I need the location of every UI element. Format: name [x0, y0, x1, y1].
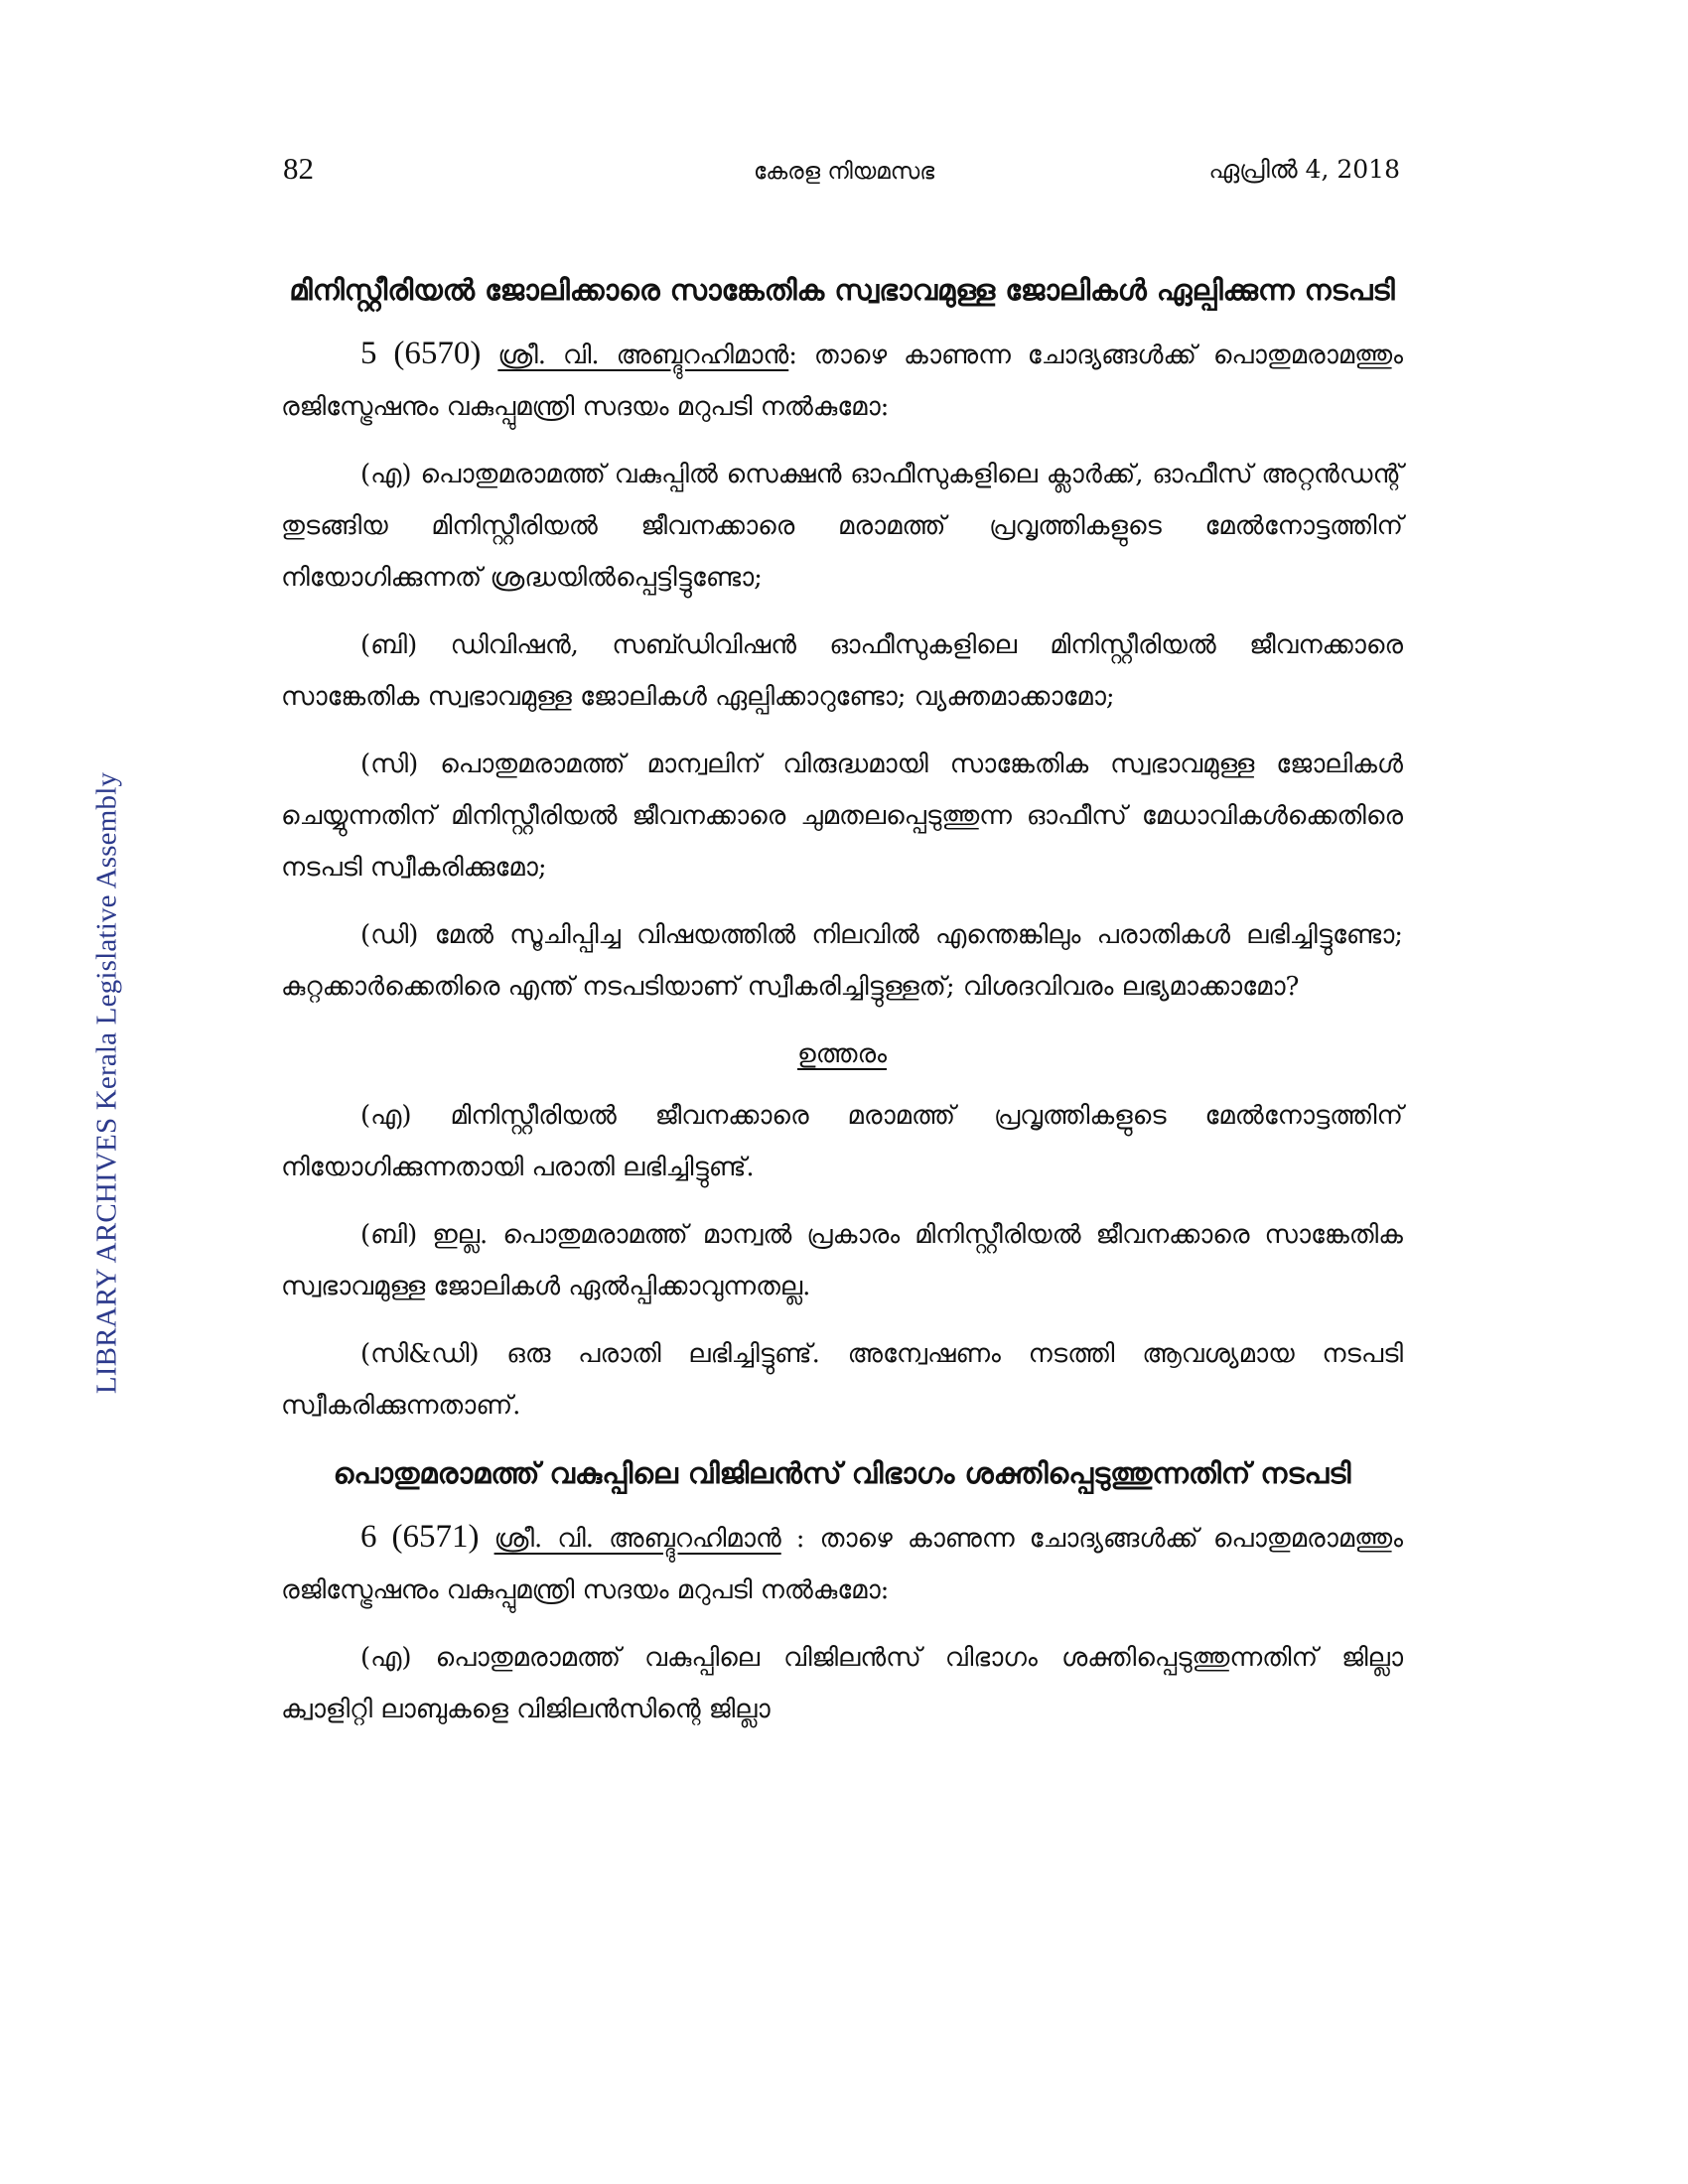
question-heading: മിനിസ്റ്റീരിയൽ ജോലിക്കാരെ സാങ്കേതിക സ്വഭാവമുള്ള ജോലികൾ ഏല്പിക്കുന്ന നടപടി: [289, 273, 1395, 307]
member-name: ശ്രീ. വി. അബ്ദുറഹിമാൻ: [497, 341, 789, 370]
answer-heading-text: ഉത്തരം: [797, 1039, 887, 1069]
answer-part: (എ) മിനിസ്റ്റീരിയൽ ജീവനക്കാരെ മരാമത്ത് പ്രവൃത്തികളുടെ മേൽനോട്ടത്തിന് നിയോഗിക്കുന്നതായി പരാതി ലഭിച്ചിട്ടുണ്ട്.: [281, 1101, 1403, 1182]
question-intro: [281, 1511, 1403, 1616]
question-heading: പൊതുമരാമത്ത് വകുപ്പിലെ വിജിലൻസ് വിഭാഗം ശക്തിപ്പെടുത്തുന്നതിന് നടപടി: [333, 1456, 1351, 1490]
question-intro: [281, 328, 1403, 433]
header-title: കേരള നിയമസഭ: [753, 159, 935, 185]
question-intro-text: : താഴെ കാണുന്ന ചോദ്യങ്ങൾക്ക് പൊതുമരാമത്തും രജിസ്ട്രേഷനും വകുപ്പുമന്ത്രി സദയം മറുപടി നൽകുമോ:: [281, 1524, 1404, 1605]
header-date: ഏപ്രിൽ 4, 2018: [1208, 155, 1400, 184]
answer-part: (സി&ഡി) ഒരു പരാതി ലഭിച്ചിട്ടുണ്ട്. അന്വേഷണം നടത്തി ആവശ്യമായ നടപടി സ്വീകരിക്കുന്നതാണ്.: [281, 1339, 1403, 1421]
page-number: 82: [283, 151, 314, 186]
question-intro-text: : താഴെ കാണുന്ന ചോദ്യങ്ങൾക്ക് പൊതുമരാമത്തും രജിസ്ട്രേഷനും വകുപ്പുമന്ത്രി സദയം മറുപടി നൽകുമോ:: [281, 341, 1403, 422]
question-part: (എ) പൊതുമരാമത്ത് വകുപ്പിൽ സെക്ഷൻ ഓഫീസുകളിലെ ക്ലാർക്ക്, ഓഫീസ് അറ്റൻഡന്റ് തുടങ്ങിയ മിനിസ്റ്റീരിയൽ ജീവനക്കാരെ മരാമത്ത് പ്രവൃത്തികളുടെ മേൽനോട്ടത്തിന് നിയോഗിക്കുന്നത് ശ്രദ്ധയിൽപ്പെട്ടിട്ടുണ്ടോ;: [281, 460, 1403, 593]
answer-heading: [281, 1028, 1403, 1080]
page-header: [0, 151, 1688, 191]
answer-part: (ബി) ഇല്ല. പൊതുമരാമത്ത് മാന്വൽ പ്രകാരം മിനിസ്റ്റീരിയൽ ജീവനക്കാരെ സാങ്കേതിക സ്വഭാവമുള്ള ജോലികൾ ഏൽപ്പിക്കാവുന്നതല്ല.: [281, 1220, 1403, 1301]
watermark: LIBRARY ARCHIVES Kerala Legislative Assembly: [90, 771, 123, 1395]
question-part: (ബി) ഡിവിഷൻ, സബ്ഡിവിഷൻ ഓഫീസുകളിലെ മിനിസ്റ്റീരിയൽ ജീവനക്കാരെ സാങ്കേതിക സ്വഭാവമുള്ള ജോലികൾ ഏല്പിക്കാറുണ്ടോ; വ്യക്തമാക്കാമോ;: [281, 630, 1403, 712]
question-number: 5 (6570): [360, 336, 482, 371]
page-content: [281, 266, 1403, 1751]
question-part: (ഡി) മേൽ സൂചിപ്പിച്ച വിഷയത്തിൽ നിലവിൽ എന്തെങ്കിലും പരാതികൾ ലഭിച്ചിട്ടുണ്ടോ; കുറ്റക്കാർക്കെതിരെ എന്ത് നടപടിയാണ് സ്വീകരിച്ചിട്ടുള്ളത്; വിശദവിവരം ലഭ്യമാക്കാമോ?: [281, 920, 1403, 1002]
question-5: [281, 266, 1403, 1432]
question-number: 6 (6571): [360, 1519, 480, 1555]
question-part: (എ) പൊതുമരാമത്ത് വകുപ്പിലെ വിജിലൻസ് വിഭാഗം ശക്തിപ്പെടുത്തുന്നതിന് ജില്ലാ ക്വാളിറ്റി ലാബുകളെ വിജിലൻസിന്റെ ജില്ലാ: [281, 1643, 1403, 1724]
question-part: (സി) പൊതുമരാമത്ത് മാന്വലിന് വിരുദ്ധമായി സാങ്കേതിക സ്വഭാവമുള്ള ജോലികൾ ചെയ്യുന്നതിന് മിനിസ്റ്റീരിയൽ ജീവനക്കാരെ ചുമതലപ്പെടുത്തുന്ന ഓഫീസ് മേധാവികൾക്കെതിരെ നടപടി സ്വീകരിക്കുമോ;: [281, 750, 1403, 883]
member-name: ശ്രീ. വി. അബ്ദുറഹിമാൻ: [493, 1524, 781, 1554]
question-6: [281, 1449, 1403, 1735]
